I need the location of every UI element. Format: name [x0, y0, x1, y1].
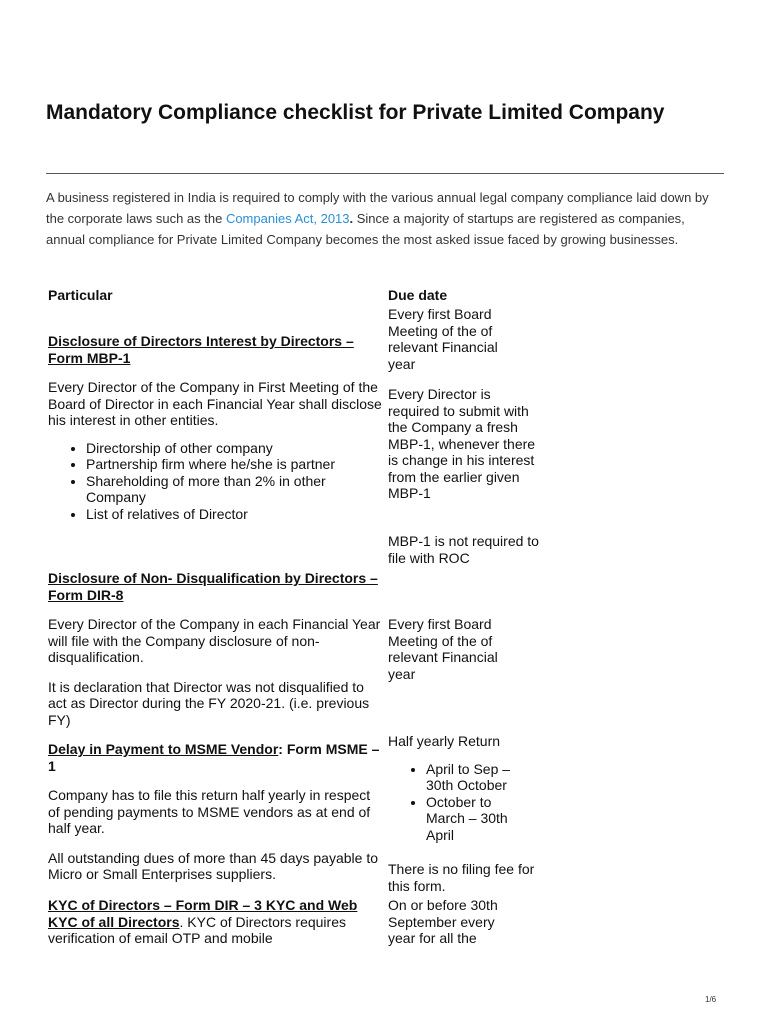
intro-period: . [349, 211, 354, 226]
mbp1-due-1: Every first Board Meeting of the of relevant Financial year [388, 306, 498, 372]
mbp1-due-2: Every Director is required to submit with the Company a fresh MBP-1, whenever there is change in his interest from the earlier given MBP-1 [388, 386, 536, 501]
mbp1-paragraph: Every Director of the Company in First Meeting of the Board of Director in each Financial Year shall disclose his interest in other entities. [48, 379, 382, 428]
intro-text-start: A business registered in India is required to comply with the various annual legal company compliance laid down by the corporate laws such as the [46, 190, 709, 226]
msme-due-list [388, 761, 531, 844]
msme-paragraph-1: Company has to file this return half yearly in respect of pending payments to MSME vendors as at end of half year. [48, 787, 371, 836]
mbp1-due-3: MBP-1 is not required to file with ROC [388, 533, 539, 566]
page-title: Mandatory Compliance checklist for Private Limited Company [46, 101, 665, 124]
dir8-section [48, 570, 382, 728]
companies-act-link[interactable]: Companies Act, 2013 [225, 211, 350, 226]
intro-text-end: Since a majority of startups are registered as companies, annual compliance for Private Limited Company becomes the most asked issue faced by growing businesses. [46, 211, 685, 247]
intro-paragraph [46, 187, 726, 250]
list-item: • Shareholding of more than 2% in other Company [86, 473, 382, 506]
msme-heading-tail: : Form MSME – 1 [48, 741, 380, 774]
msme-section [48, 741, 382, 883]
msme-due-2: There is no filing fee for this form. [388, 861, 535, 894]
msme-paragraph-2: All outstanding dues of more than 45 days payable to Micro or Small Enterprises suppliers. [48, 849, 378, 882]
dir8-due: Every first Board Meeting of the of relevant Financial year [388, 616, 498, 682]
dir8-heading: Disclosure of Non- Disqualification by Directors – Form DIR-8 [48, 570, 378, 603]
msme-due-1: Half yearly Return [388, 733, 501, 749]
mbp1-list [48, 440, 382, 523]
title-divider [46, 173, 724, 174]
msme-heading [48, 741, 382, 774]
list-item: • April to Sep – 30th October [426, 761, 531, 794]
header-particular: Particular [48, 287, 113, 303]
page-number: 1/6 [705, 995, 717, 1004]
list-item: • List of relatives of Director [86, 506, 382, 523]
msme-due [388, 733, 533, 843]
dir8-paragraph-2: It is declaration that Director was not disqualified to act as Director during the FY 2020-21. (i.e. previous FY) [48, 678, 370, 728]
mbp1-heading: Disclosure of Directors Interest by Directors – Form MBP-1 [48, 333, 354, 366]
dir8-paragraph-1: Every Director of the Company in each Financial Year will file with the Company disclosure of non-disqualification. [48, 616, 381, 665]
msme-heading-main: Delay in Payment to MSME Vendor [48, 741, 279, 757]
particular-column [48, 333, 382, 522]
list-item: • Directorship of other company [86, 440, 382, 457]
list-item: • Partnership firm where he/she is partner [86, 456, 382, 473]
list-item: • October to March – 30th April [426, 794, 531, 844]
header-due-date: Due date [388, 287, 448, 303]
kyc-text: . KYC of Directors requires verification of email OTP and mobile [48, 913, 346, 946]
kyc-section [48, 897, 382, 947]
kyc-due: On or before 30th September every year for all the [388, 897, 498, 946]
kyc-heading: KYC of Directors – Form DIR – 3 KYC and Web KYC of all Directors [48, 897, 358, 930]
